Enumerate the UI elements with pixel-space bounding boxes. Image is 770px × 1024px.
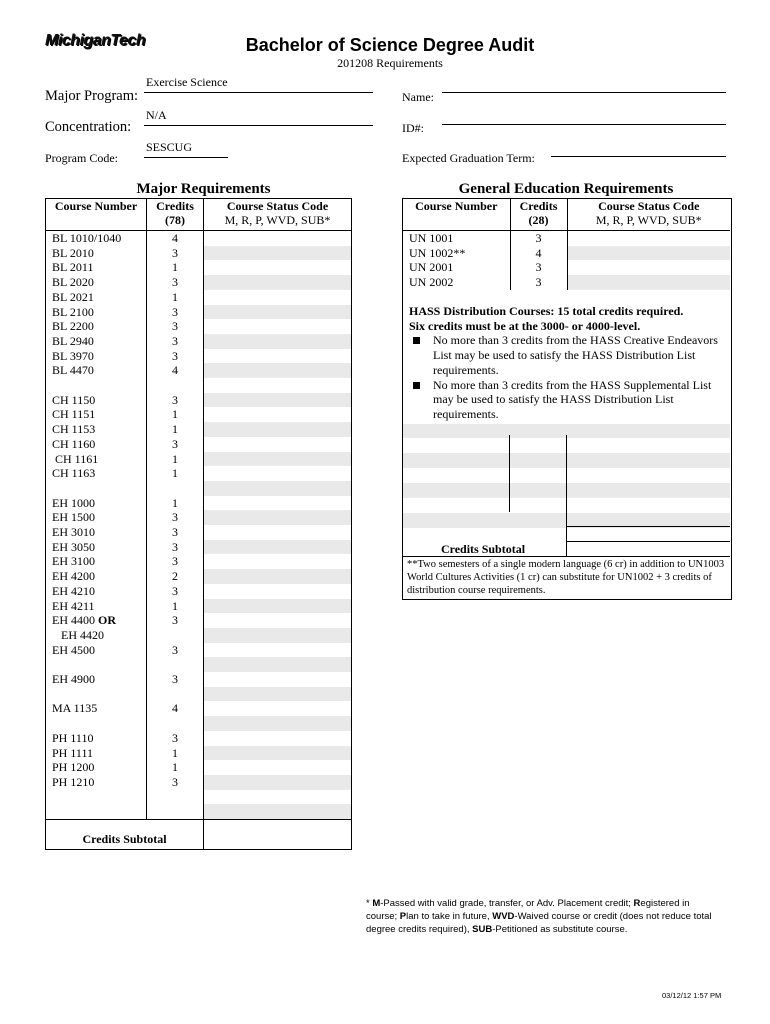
table-row (403, 275, 730, 290)
course-status-input[interactable] (204, 716, 352, 731)
credits-cell: 3 (147, 554, 204, 569)
course-status-input[interactable] (567, 275, 730, 290)
table-row (46, 290, 352, 305)
course-number-cell: PH 1111 (52, 745, 94, 760)
michigan-tech-logo: MichiganTech (45, 32, 146, 49)
course-number-cell: BL 2100 (52, 304, 94, 319)
course-status-input[interactable] (204, 554, 352, 569)
course-number-cell: CH 1150 (52, 392, 96, 407)
page-title: Bachelor of Science Degree Audit (245, 35, 535, 55)
credits-cell: 3 (147, 305, 204, 320)
table-row (46, 672, 352, 687)
hass-line-2: Six credits must be at the 3000- or 4000-level. (409, 318, 641, 333)
course-number-cell: EH 4200 (52, 569, 95, 584)
course-number-cell: EH 3100 (52, 554, 95, 569)
credits-cell: 1 (147, 760, 204, 775)
gened-subtotal-divider (402, 556, 730, 557)
course-status-input[interactable] (204, 760, 352, 775)
course-status-input[interactable] (204, 746, 352, 761)
course-status-input[interactable] (204, 481, 352, 496)
course-status-input[interactable] (204, 231, 352, 246)
course-number-cell (46, 481, 147, 496)
course-status-input[interactable] (204, 657, 352, 672)
course-status-input[interactable] (567, 231, 730, 246)
credits-cell: 3 (147, 540, 204, 555)
table-row (46, 378, 352, 393)
credits-cell: 1 (147, 452, 204, 467)
table-row (46, 437, 352, 452)
course-status-input[interactable] (204, 628, 352, 643)
table-row (46, 510, 352, 525)
table-row (46, 363, 352, 378)
credits-cell: 4 (147, 363, 204, 378)
course-number-cell: BL 2200 (52, 319, 94, 334)
course-number-cell (46, 657, 147, 672)
major-col-credits: Credits (78) (147, 199, 204, 231)
gened-requirements-title: General Education Requirements (458, 181, 674, 197)
credits-cell: 1 (147, 496, 204, 511)
course-number-cell: EH 1000 (52, 495, 95, 510)
course-number-cell: PH 1210 (52, 774, 95, 789)
table-row (46, 554, 352, 569)
hass-bullet-1: No more than 3 credits from the HASS Creative Endeavors List may be used to satisfy the HASS Distribution List requirements. (409, 333, 725, 377)
credits-cell: 3 (147, 672, 204, 687)
course-number-cell: CH 1161 (52, 451, 99, 466)
table-row (46, 231, 352, 246)
course-number-cell: PH 1110 (52, 730, 94, 745)
credits-cell: 3 (147, 349, 204, 364)
table-row (46, 334, 352, 349)
hass-description (409, 304, 725, 422)
credits-cell: 3 (147, 613, 204, 628)
credits-cell (147, 628, 204, 643)
course-status-input[interactable] (204, 407, 352, 422)
course-status-input[interactable] (204, 775, 352, 790)
course-number-cell: PH 1200 (52, 760, 95, 775)
program-code-label: Program Code: (45, 151, 118, 165)
major-credits-subtotal-input[interactable] (204, 820, 352, 850)
course-number-cell: BL 1010/1040 (52, 231, 122, 245)
credits-cell: 3 (147, 643, 204, 658)
credits-cell (147, 378, 204, 393)
credits-cell: 2 (147, 569, 204, 584)
course-number-cell: CH 1151 (52, 407, 96, 422)
course-number-cell: BL 2010 (52, 245, 94, 260)
course-status-input[interactable] (204, 275, 352, 290)
concentration-label: Concentration: (45, 119, 132, 135)
table-row (46, 260, 352, 275)
credits-cell: 3 (147, 319, 204, 334)
credits-cell: 3 (147, 275, 204, 290)
course-number-cell: CH 1163 (52, 466, 96, 481)
course-status-input[interactable] (567, 260, 730, 275)
gened-credits-subtotal-label: Credits Subtotal (440, 542, 526, 556)
course-status-input[interactable] (204, 584, 352, 599)
gened-credits-subtotal-input[interactable] (566, 541, 730, 557)
status-code-legend: * M-Passed with valid grade, transfer, or Adv. Placement credit; Registered in course; Plan to take in future, WVD-Waived course or credit (does not reduce total degree credits required), SUB-Petitioned as substitute course. (366, 898, 712, 935)
table-row (46, 775, 352, 790)
major-program-line[interactable] (144, 92, 373, 93)
table-row (46, 613, 352, 628)
course-number-cell: CH 1153 (52, 422, 96, 437)
course-status-input[interactable] (204, 363, 352, 378)
course-status-input[interactable] (204, 466, 352, 481)
table-row (46, 701, 352, 716)
hass-entry-grid (403, 424, 730, 556)
name-input-line[interactable] (442, 92, 726, 93)
major-program-value: Exercise Science (146, 75, 228, 89)
course-status-input[interactable] (204, 334, 352, 349)
credits-cell: 1 (147, 407, 204, 422)
credits-cell: 3 (147, 584, 204, 599)
course-status-input[interactable] (567, 246, 730, 261)
table-row (46, 804, 352, 819)
table-row (46, 687, 352, 702)
course-status-input[interactable] (204, 496, 352, 511)
table-row (46, 349, 352, 364)
course-status-input[interactable] (204, 393, 352, 408)
course-number-cell: BL 3970 (52, 348, 94, 363)
course-status-input[interactable] (204, 687, 352, 702)
course-number-cell: CH 1160 (52, 436, 96, 451)
course-number-cell: UN 1002** (409, 245, 466, 260)
credits-cell: 3 (147, 334, 204, 349)
table-row (46, 422, 352, 437)
course-status-input[interactable] (204, 290, 352, 305)
table-row (46, 790, 352, 805)
course-number-cell: EH 4210 (52, 583, 95, 598)
course-status-input[interactable] (204, 540, 352, 555)
gened-col-status: Course Status Code M, R, P, WVD, SUB* (567, 199, 730, 231)
course-number-cell (46, 687, 147, 702)
course-status-input[interactable] (204, 305, 352, 320)
credits-cell (147, 716, 204, 731)
table-row (46, 599, 352, 614)
graduation-term-line[interactable] (551, 156, 726, 157)
course-number-cell: UN 2001 (409, 260, 454, 275)
print-timestamp: 03/12/12 1:57 PM (662, 991, 722, 1000)
course-number-cell (46, 790, 147, 805)
course-status-input[interactable] (204, 437, 352, 452)
credits-cell: 4 (510, 246, 567, 261)
course-number-cell: EH 4420 (52, 627, 104, 642)
credits-cell: 3 (510, 231, 567, 246)
gened-col-credits: Credits (28) (510, 199, 567, 231)
course-status-input[interactable] (204, 569, 352, 584)
course-number-cell (46, 378, 147, 393)
credits-cell (147, 790, 204, 805)
course-number-cell: EH 4400 OR (52, 613, 116, 628)
table-row (46, 466, 352, 481)
credits-cell: 4 (147, 231, 204, 246)
credits-cell: 3 (147, 246, 204, 261)
course-status-input[interactable] (204, 790, 352, 805)
course-status-input[interactable] (204, 349, 352, 364)
credits-cell: 3 (147, 393, 204, 408)
table-row (46, 657, 352, 672)
major-requirements-table (45, 198, 352, 850)
table-row (46, 305, 352, 320)
credits-cell: 3 (147, 731, 204, 746)
table-row (46, 584, 352, 599)
table-row (46, 716, 352, 731)
table-row (46, 319, 352, 334)
gened-credits-total: (28) (528, 213, 549, 227)
table-row (403, 231, 730, 246)
page-subtitle: 201208 Requirements (337, 56, 443, 70)
table-row (46, 746, 352, 761)
credits-cell (147, 657, 204, 672)
credits-cell: 1 (147, 466, 204, 481)
credits-cell: 3 (147, 525, 204, 540)
course-status-input[interactable] (204, 510, 352, 525)
course-number-cell: EH 1500 (52, 510, 95, 525)
credits-cell: 3 (147, 510, 204, 525)
major-requirements-title: Major Requirements (136, 181, 271, 197)
concentration-line[interactable] (144, 125, 373, 126)
course-number-cell (46, 716, 147, 731)
bullet-square-icon (413, 382, 420, 389)
major-program-label: Major Program: (45, 88, 139, 104)
major-status-codes: M, R, P, WVD, SUB* (224, 213, 331, 227)
course-status-input[interactable] (204, 525, 352, 540)
credits-cell: 1 (147, 422, 204, 437)
gened-col-course-number: Course Number (415, 199, 498, 213)
course-status-input[interactable] (204, 731, 352, 746)
program-code-value: SESCUG (146, 140, 193, 154)
course-status-input[interactable] (204, 260, 352, 275)
credits-cell: 3 (510, 260, 567, 275)
course-number-cell: BL 2021 (52, 289, 94, 304)
course-status-input[interactable] (204, 452, 352, 467)
hass-line-1: HASS Distribution Courses: 15 total credits required. (409, 304, 684, 318)
course-number-cell: EH 3010 (52, 525, 95, 540)
table-row (46, 481, 352, 496)
credits-cell: 1 (147, 290, 204, 305)
table-row (46, 275, 352, 290)
credits-cell: 1 (147, 260, 204, 275)
table-row (403, 260, 730, 275)
course-number-cell: BL 2940 (52, 333, 94, 348)
course-number-cell: EH 3050 (52, 539, 95, 554)
major-col-course-number: Course Number (54, 199, 138, 213)
major-credits-total: (78) (165, 213, 185, 227)
credits-cell: 3 (147, 437, 204, 452)
course-status-input[interactable] (204, 246, 352, 261)
course-status-input[interactable] (204, 672, 352, 687)
major-credits-subtotal-label: Credits Subtotal (82, 832, 167, 847)
gened-status-codes: M, R, P, WVD, SUB* (595, 213, 702, 227)
credits-cell (147, 481, 204, 496)
credits-cell: 3 (510, 275, 567, 290)
course-status-input[interactable] (204, 319, 352, 334)
table-row (46, 452, 352, 467)
table-row (46, 407, 352, 422)
table-row (46, 246, 352, 261)
id-label: ID#: (402, 121, 424, 135)
table-row (403, 246, 730, 261)
course-number-cell: MA 1135 (52, 701, 98, 716)
course-status-input[interactable] (204, 613, 352, 628)
course-status-input[interactable] (204, 378, 352, 393)
table-row (46, 540, 352, 555)
course-status-input[interactable] (204, 599, 352, 614)
credits-cell: 4 (147, 701, 204, 716)
course-number-cell (46, 804, 147, 819)
major-col-status: Course Status Code M, R, P, WVD, SUB* (204, 199, 352, 231)
table-row (46, 393, 352, 408)
table-row (46, 496, 352, 511)
hass-bullet-2: No more than 3 credits from the HASS Supplemental List may be used to satisfy the HASS Distribution List requirements. (409, 378, 725, 422)
table-row (46, 525, 352, 540)
bullet-square-icon (413, 337, 420, 344)
table-row (46, 731, 352, 746)
language-substitution-footnote: **Two semesters of a single modern language (6 cr) in addition to UN1003 World Cultures Activities (1 cr) can substitute for UN1002 + 3 credits of distribution course requirements. (407, 559, 725, 596)
concentration-value: N/A (146, 108, 167, 122)
course-status-input[interactable] (204, 701, 352, 716)
id-input-line[interactable] (442, 124, 726, 125)
course-number-cell: EH 4500 (52, 642, 95, 657)
program-code-line[interactable] (144, 157, 228, 158)
course-number-cell: BL 4470 (52, 363, 94, 378)
table-row (46, 643, 352, 658)
course-number-cell: UN 2002 (409, 275, 454, 290)
table-row (46, 569, 352, 584)
course-number-cell: BL 2020 (52, 275, 94, 290)
course-number-cell: EH 4211 (52, 598, 95, 613)
course-number-cell: UN 1001 (409, 231, 454, 245)
credits-cell: 1 (147, 746, 204, 761)
credits-cell: 1 (147, 599, 204, 614)
course-status-input[interactable] (204, 643, 352, 658)
table-row (46, 628, 352, 643)
credits-cell (147, 804, 204, 819)
gened-requirements-table (403, 199, 730, 290)
credits-cell (147, 687, 204, 702)
table-row (46, 760, 352, 775)
course-number-cell: BL 2011 (52, 260, 94, 275)
name-label: Name: (402, 90, 434, 104)
course-number-cell: EH 4900 (52, 672, 95, 687)
graduation-term-label: Expected Graduation Term: (402, 151, 535, 165)
credits-cell: 3 (147, 775, 204, 790)
course-status-input[interactable] (204, 804, 352, 819)
course-status-input[interactable] (204, 422, 352, 437)
